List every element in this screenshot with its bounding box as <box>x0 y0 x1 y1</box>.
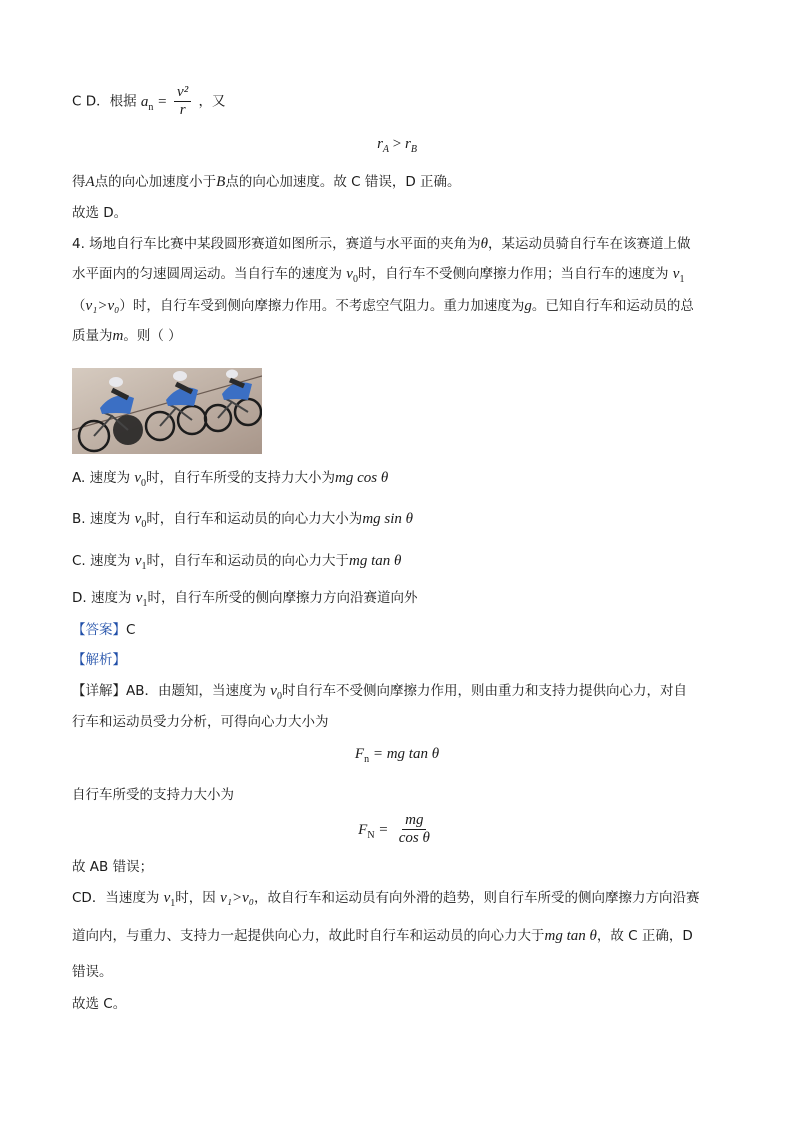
equation-fN: $F_N$ = $\frac{mg}{\text{cos θ}}$ <box>0 812 794 847</box>
equation-fn: $F_n$ = mg tan θ <box>354 746 440 765</box>
cd-conclusion: 得A点的向心加速度小于B点的向心加速度。故 C 错误，D 正确。 <box>72 174 461 190</box>
question-line-3: （v₁>v₀）时，自行车受到侧向摩擦力作用。不考虑空气阻力。重力加速度为g。已知自行车和运动员的总 <box>72 298 694 314</box>
detail-p5: CD．当速度为 $v_1$时，因 v₁>v₀，故自行车和运动员有向外滑的趋势，则自行车所受的侧向摩擦力方向沿赛 <box>72 890 700 909</box>
option-b[interactable]: B. 速度为 $v_0$时，自行车和运动员的向心力大小为mg sin θ <box>72 511 414 530</box>
detail-p7: 错误。 <box>72 964 113 980</box>
detail-p6: 道向内，与重力、支持力一起提供向心力，故此时自行车和运动员的向心力大于mg tan θ，故 C 正确，D <box>72 928 693 944</box>
question-line-4: 质量为m。则（ ） <box>72 328 182 344</box>
formula-an: $a_n$ = <box>140 93 172 113</box>
detail-p1: 【详解】AB．由题知，当速度为 $v_0$时自行车不受侧向摩擦力作用，则由重力和支持力提供向心力，对自 <box>72 683 687 702</box>
option-c[interactable]: C. 速度为 $v_1$时，自行车和运动员的向心力大于mg tan θ <box>72 553 402 572</box>
option-d[interactable]: D. 速度为 $v_1$时，自行车所受的侧向摩擦力方向沿赛道向外 <box>72 590 418 609</box>
cd-intro-line <box>72 84 226 119</box>
cd-intro-text: C D．根据 <box>72 93 137 110</box>
analysis-tag: 【解析】 <box>72 652 126 668</box>
question-line-1: 4. 场地自行车比赛中某段圆形赛道如图所示，赛道与水平面的夹角为θ，某运动员骑自行车在该赛道上做 <box>72 236 691 252</box>
cyclists-illustration <box>72 368 262 454</box>
question-line-2: 水平面内的匀速圆周运动。当自行车的速度为 $v_0$时，自行车不受侧向摩擦力作用；当自行车的速度为 $v_1$ <box>72 266 685 285</box>
answer-line <box>72 620 135 640</box>
cd-intro-suffix: ，又 <box>198 93 226 110</box>
detail-tag: 【详解】 <box>72 683 126 699</box>
fN-fraction: $\frac{mg}{\text{cos θ}}$ <box>398 812 430 846</box>
formula-fraction <box>174 84 191 119</box>
detail-p8: 故选 C。 <box>72 996 127 1012</box>
answer-value: C <box>126 622 136 638</box>
cyclists-photo <box>72 368 262 454</box>
inequality-ra-rb: $r_A > r_B$ <box>377 136 417 155</box>
cd-choice: 故选 D。 <box>72 205 128 221</box>
detail-p2: 行车和运动员受力分析，可得向心力大小为 <box>72 714 329 730</box>
detail-p4: 故 AB 错误； <box>72 859 154 875</box>
answer-tag: 【答案】 <box>72 622 126 638</box>
formula-denominator: r <box>179 102 186 118</box>
analysis-line <box>72 650 126 670</box>
detail-p3: 自行车所受的支持力大小为 <box>72 787 234 803</box>
option-a[interactable]: A. 速度为 $v_0$时，自行车所受的支持力大小为mg cos θ <box>72 470 389 489</box>
formula-numerator: v² <box>174 84 191 102</box>
